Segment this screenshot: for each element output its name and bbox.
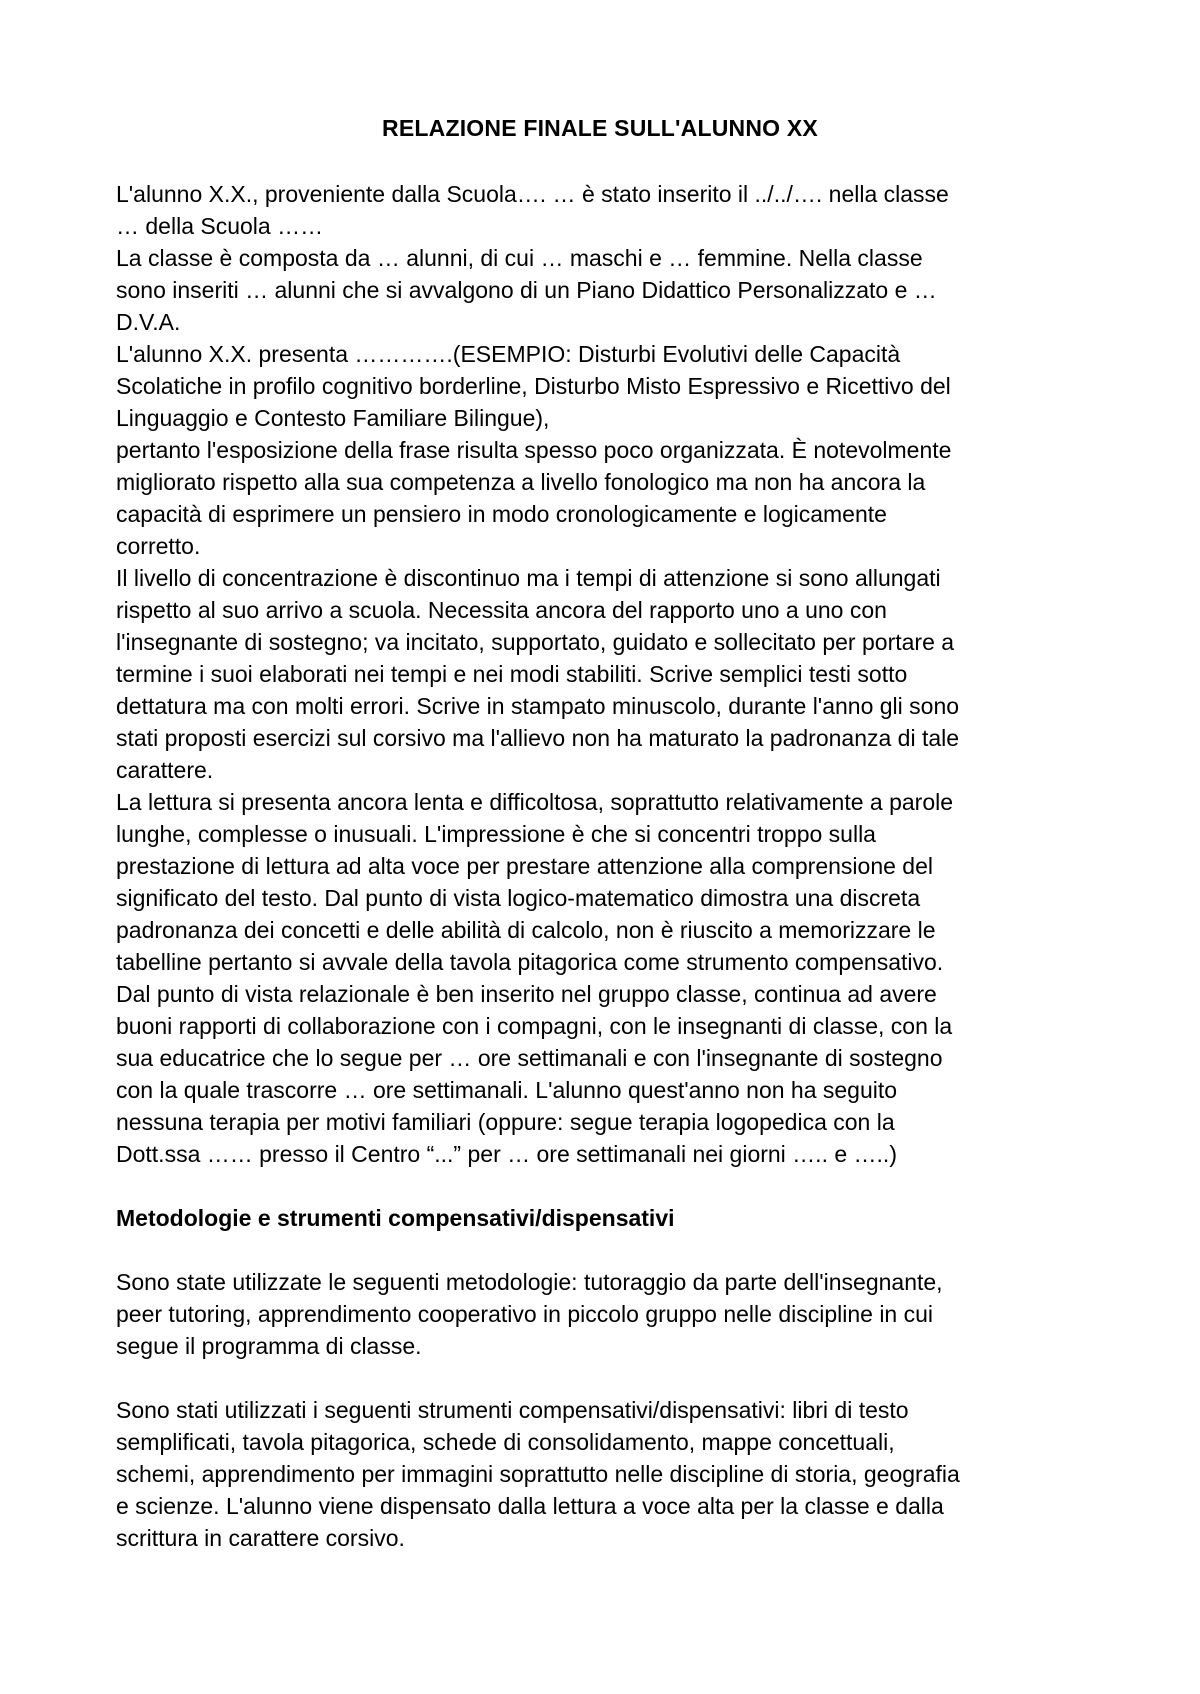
paragraph-spacer: [116, 1170, 1096, 1202]
text-line: carattere.: [116, 757, 214, 783]
text-line: dettatura ma con molti errori. Scrive in stampato minuscolo, durante l'anno gli sono: [116, 693, 960, 719]
text-line: peer tutoring, apprendimento cooperativo in piccolo gruppo nelle discipline in cui: [116, 1301, 934, 1327]
text-line: La classe è composta da … alunni, di cui … maschi e … femmine. Nella classe: [116, 245, 923, 271]
text-line: l'insegnante di sostegno; va incitato, supportato, guidato e sollecitato per portare a: [116, 629, 955, 655]
text-line: sono inseriti … alunni che si avvalgono di un Piano Didattico Personalizzato e …: [116, 277, 937, 303]
text-line: Dott.ssa …… presso il Centro “...” per … ore settimanali nei giorni ….. e …..): [116, 1141, 897, 1167]
text-line: migliorato rispetto alla sua competenza a livello fonologico ma non ha ancora la: [116, 469, 926, 495]
text-line: buoni rapporti di collaborazione con i compagni, con le insegnanti di classe, con la: [116, 1013, 953, 1039]
text-line: Scolatiche in profilo cognitivo borderline, Disturbo Misto Espressivo e Ricettivo del: [116, 373, 951, 399]
text-line: significato del testo. Dal punto di vista logico-matematico dimostra una discreta: [116, 885, 921, 911]
text-line: … della Scuola ……: [116, 213, 324, 239]
text-line: Dal punto di vista relazionale è ben inserito nel gruppo classe, continua ad avere: [116, 981, 937, 1007]
paragraph-spacer: [116, 1234, 1096, 1266]
text-line: semplificati, tavola pitagorica, schede di consolidamento, mappe concettuali,: [116, 1429, 895, 1455]
paragraph-spacer: [116, 1362, 1096, 1394]
text-line: L'alunno X.X., proveniente dalla Scuola…. … è stato inserito il ../../…. nella classe: [116, 181, 949, 207]
intro-paragraph: [116, 178, 1096, 1170]
document-body: [116, 178, 1096, 1554]
methods-paragraph: [116, 1266, 1096, 1362]
text-line: corretto.: [116, 533, 201, 559]
text-line: La lettura si presenta ancora lenta e difficoltosa, soprattutto relativamente a parole: [116, 789, 954, 815]
text-line: tabelline pertanto si avvale della tavola pitagorica come strumento compensativo.: [116, 949, 944, 975]
tools-paragraph: [116, 1394, 1096, 1554]
text-line: sua educatrice che lo segue per … ore settimanali e con l'insegnante di sostegno: [116, 1045, 943, 1071]
text-line: schemi, apprendimento per immagini soprattutto nelle discipline di storia, geografia: [116, 1461, 960, 1487]
text-line: Sono stati utilizzati i seguenti strumenti compensativi/dispensativi: libri di testo: [116, 1397, 909, 1423]
text-line: Il livello di concentrazione è discontinuo ma i tempi di attenzione si sono allungati: [116, 565, 941, 591]
text-line: pertanto l'esposizione della frase risulta spesso poco organizzata. È notevolmente: [116, 437, 952, 463]
text-line: rispetto al suo arrivo a scuola. Necessita ancora del rapporto uno a uno con: [116, 597, 887, 623]
text-line: Sono state utilizzate le seguenti metodologie: tutoraggio da parte dell'insegnante,: [116, 1269, 943, 1295]
text-line: padronanza dei concetti e delle abilità di calcolo, non è riuscito a memorizzare le: [116, 917, 936, 943]
text-line: con la quale trascorre … ore settimanali. L'alunno quest'anno non ha seguito: [116, 1077, 898, 1103]
text-line: L'alunno X.X. presenta ………….(ESEMPIO: Disturbi Evolutivi delle Capacità: [116, 341, 901, 367]
section-heading: Metodologie e strumenti compensativi/dispensativi: [116, 1205, 675, 1231]
text-line: lunghe, complesse o inusuali. L'impressione è che si concentri troppo sulla: [116, 821, 876, 847]
text-line: Linguaggio e Contesto Familiare Bilingue),: [116, 405, 550, 431]
document-title: RELAZIONE FINALE SULL'ALUNNO XX: [382, 115, 818, 141]
text-line: stati proposti esercizi sul corsivo ma l'allievo non ha maturato la padronanza di tale: [116, 725, 960, 751]
text-line: scrittura in carattere corsivo.: [116, 1525, 405, 1551]
text-line: D.V.A.: [116, 309, 181, 335]
text-line: e scienze. L'alunno viene dispensato dalla lettura a voce alta per la classe e dalla: [116, 1493, 944, 1519]
text-line: segue il programma di classe.: [116, 1333, 422, 1359]
text-line: nessuna terapia per motivi familiari (oppure: segue terapia logopedica con la: [116, 1109, 895, 1135]
text-line: capacità di esprimere un pensiero in modo cronologicamente e logicamente: [116, 501, 887, 527]
text-line: termine i suoi elaborati nei tempi e nei modi stabiliti. Scrive semplici testi sotto: [116, 661, 908, 687]
text-line: prestazione di lettura ad alta voce per prestare attenzione alla comprensione del: [116, 853, 933, 879]
